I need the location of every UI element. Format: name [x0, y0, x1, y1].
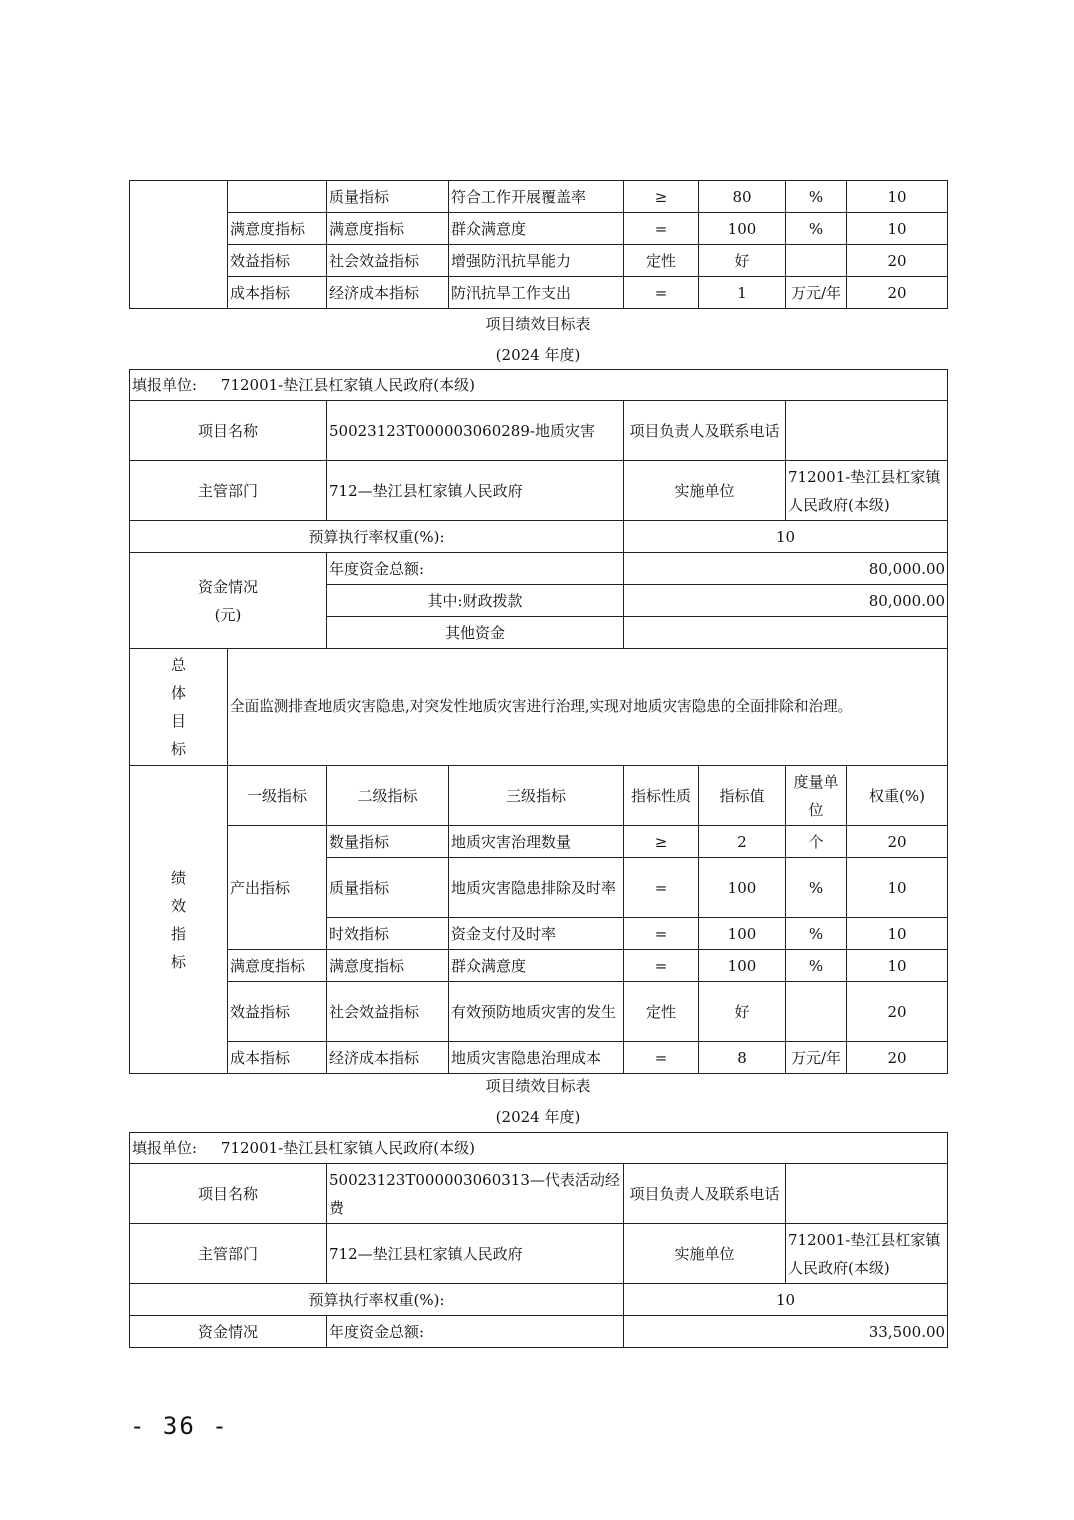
fiscal-label: 其中:财政拨款: [327, 585, 624, 617]
table-cell: 万元/年: [786, 1042, 847, 1074]
table-row: [130, 370, 948, 401]
budget-rate-value: 10: [624, 1284, 948, 1316]
table-cell: =: [624, 918, 699, 950]
responsible-value: [786, 1164, 948, 1224]
table-cell: =: [624, 950, 699, 982]
table-cell: 效益指标: [228, 982, 327, 1042]
project-name-label: 项目名称: [130, 401, 327, 461]
table-caption-year: (2024 年度): [495, 1108, 581, 1126]
annual-total-label: 年度资金总额:: [327, 553, 624, 585]
page-number: - 36 -: [130, 1412, 229, 1440]
table-cell: =: [624, 213, 699, 245]
table-cell: 好: [699, 245, 786, 277]
table-row: [130, 181, 948, 213]
performance-table-3: [129, 1132, 948, 1348]
goal-char: 总: [170, 656, 186, 674]
table-cell: 10: [847, 181, 948, 213]
project-name-label: 项目名称: [130, 1164, 327, 1224]
table-cell: 成本指标: [228, 277, 327, 309]
table-row: [130, 1284, 948, 1316]
annual-total-label: 年度资金总额:: [327, 1316, 624, 1348]
budget-rate-label: 预算执行率权重(%):: [130, 521, 624, 553]
table-cell: 10: [847, 213, 948, 245]
impl-unit-label: 实施单位: [624, 461, 786, 521]
table-row: [130, 649, 948, 766]
impl-unit-label: 实施单位: [624, 1224, 786, 1284]
table-cell: 时效指标: [327, 918, 449, 950]
table-cell: 数量指标: [327, 826, 449, 858]
table-cell: 满意度指标: [327, 213, 449, 245]
table-cell: 10: [847, 918, 948, 950]
table-cell: =: [624, 1042, 699, 1074]
impl-unit-value: 712001-垫江县杠家镇人民政府(本级): [786, 1224, 948, 1284]
table-cell: 效益指标: [228, 245, 327, 277]
table-cell: 8: [699, 1042, 786, 1074]
table-cell: [228, 181, 327, 213]
header-cell: 一级指标: [228, 766, 327, 826]
table-cell: 100: [699, 918, 786, 950]
table-cell: 经济成本指标: [327, 277, 449, 309]
annual-total-value: 33,500.00: [624, 1316, 948, 1348]
table-cell: 20: [847, 277, 948, 309]
table-row: [130, 766, 948, 826]
performance-table-2: [129, 369, 948, 1074]
table-cell: 好: [699, 982, 786, 1042]
table-cell: 满意度指标: [228, 213, 327, 245]
table-row: [130, 1316, 948, 1348]
impl-unit-value: 712001-垫江县杠家镇人民政府(本级): [786, 461, 948, 521]
table-cell: 100: [699, 213, 786, 245]
table-cell: 100: [699, 950, 786, 982]
perf-char: 绩: [170, 868, 186, 887]
header-cell: 指标性质: [624, 766, 699, 826]
goal-char: 标: [170, 740, 186, 758]
other-funds-label: 其他资金: [327, 617, 624, 649]
fill-unit-row: [130, 370, 948, 401]
responsible-label: 项目负责人及联系电话: [624, 1164, 786, 1224]
table-cell: 地质灾害隐患排除及时率: [449, 858, 624, 918]
output-label: 产出指标: [228, 826, 327, 950]
table-cell: 1: [699, 277, 786, 309]
funds-label-cell: [130, 553, 327, 649]
fill-unit-row: [130, 1133, 948, 1164]
table-continuation: [129, 180, 948, 309]
table-cell: 地质灾害隐患治理成本: [449, 1042, 624, 1074]
table-cell: 成本指标: [228, 1042, 327, 1074]
table-cell: %: [786, 918, 847, 950]
annual-total-value: 80,000.00: [624, 553, 948, 585]
perf-label-cell: [130, 766, 228, 1074]
table-caption-year: (2024 年度): [495, 346, 581, 364]
goal-char: 目: [170, 712, 186, 730]
table-row: [130, 521, 948, 553]
table-cell: =: [624, 858, 699, 918]
perf-char: 指: [170, 924, 186, 943]
project-name-value: 50023123T000003060313—代表活动经费: [327, 1164, 624, 1224]
table-cell: %: [786, 950, 847, 982]
table-cell: 80: [699, 181, 786, 213]
budget-rate-label: 预算执行率权重(%):: [130, 1284, 624, 1316]
table-caption-title: 项目绩效目标表: [485, 315, 591, 333]
table-cell: 防汛抗旱工作支出: [449, 277, 624, 309]
funds-label: 资金情况: [130, 1316, 327, 1348]
perf-char: 标: [170, 952, 186, 971]
goal-char: 体: [170, 684, 186, 702]
fill-unit-value: 712001-垫江县杠家镇人民政府(本级): [220, 376, 475, 394]
table-cell: 个: [786, 826, 847, 858]
dept-value: 712—垫江县杠家镇人民政府: [327, 461, 624, 521]
header-cell: 三级指标: [449, 766, 624, 826]
fiscal-value: 80,000.00: [624, 585, 948, 617]
table-cell: 地质灾害治理数量: [449, 826, 624, 858]
budget-rate-value: 10: [624, 521, 948, 553]
fill-unit-value: 712001-垫江县杠家镇人民政府(本级): [220, 1139, 475, 1157]
goal-text: 全面监测排查地质灾害隐患,对突发性地质灾害进行治理,实现对地质灾害隐患的全面排除和治理。: [228, 649, 948, 766]
table-cell: 质量指标: [327, 181, 449, 213]
funds-unit: (元): [214, 605, 242, 624]
table-cell: =: [624, 277, 699, 309]
table-cell: 群众满意度: [449, 213, 624, 245]
table-row: [130, 982, 948, 1042]
table-row: [130, 1133, 948, 1164]
table-cell: 10: [847, 950, 948, 982]
dept-label: 主管部门: [130, 1224, 327, 1284]
table-cell: 定性: [624, 245, 699, 277]
responsible-label: 项目负责人及联系电话: [624, 401, 786, 461]
funds-label: 资金情况: [197, 577, 258, 596]
table-cell: 质量指标: [327, 858, 449, 918]
table-row: [130, 1224, 948, 1284]
table-cell: 万元/年: [786, 277, 847, 309]
dept-label: 主管部门: [130, 461, 327, 521]
fill-unit-label: 填报单位:: [132, 1139, 198, 1157]
table-cell: ≥: [624, 826, 699, 858]
header-cell: 权重(%): [847, 766, 948, 826]
fill-unit-label: 填报单位:: [132, 376, 198, 394]
other-funds-value: [624, 617, 948, 649]
table-cell: 群众满意度: [449, 950, 624, 982]
table-cell: 增强防汛抗旱能力: [449, 245, 624, 277]
table-cell: 经济成本指标: [327, 1042, 449, 1074]
header-cell: 度量单位: [786, 766, 847, 826]
table-cell: 20: [847, 826, 948, 858]
table-cell: [786, 982, 847, 1042]
table-cell: 社会效益指标: [327, 982, 449, 1042]
header-cell: 指标值: [699, 766, 786, 826]
table-cell: [130, 181, 228, 309]
table-cell: 2: [699, 826, 786, 858]
table-caption-title: 项目绩效目标表: [485, 1077, 591, 1095]
table-row: [130, 245, 948, 277]
table-cell: ≥: [624, 181, 699, 213]
table-cell: 100: [699, 858, 786, 918]
table-row: [130, 401, 948, 461]
table-cell: %: [786, 181, 847, 213]
table-cell: 满意度指标: [327, 950, 449, 982]
table-cell: 定性: [624, 982, 699, 1042]
table-row: [130, 1042, 948, 1074]
table-row: [130, 826, 948, 858]
table-row: [130, 950, 948, 982]
table-row: [130, 213, 948, 245]
table-row: [130, 461, 948, 521]
responsible-value: [786, 401, 948, 461]
table-cell: %: [786, 213, 847, 245]
table-cell: 满意度指标: [228, 950, 327, 982]
table-cell: [786, 245, 847, 277]
perf-char: 效: [170, 896, 186, 915]
table-cell: 10: [847, 858, 948, 918]
goal-label-cell: [130, 649, 228, 766]
table-cell: %: [786, 858, 847, 918]
table-row: [130, 277, 948, 309]
table-cell: 资金支付及时率: [449, 918, 624, 950]
table-cell: 有效预防地质灾害的发生: [449, 982, 624, 1042]
table-row: [130, 1164, 948, 1224]
table-cell: 符合工作开展覆盖率: [449, 181, 624, 213]
header-cell: 二级指标: [327, 766, 449, 826]
table-cell: 社会效益指标: [327, 245, 449, 277]
table-row: [130, 553, 948, 585]
project-name-value: 50023123T000003060289-地质灾害: [327, 401, 624, 461]
table-cell: 20: [847, 245, 948, 277]
table-cell: 20: [847, 1042, 948, 1074]
table-cell: 20: [847, 982, 948, 1042]
dept-value: 712—垫江县杠家镇人民政府: [327, 1224, 624, 1284]
